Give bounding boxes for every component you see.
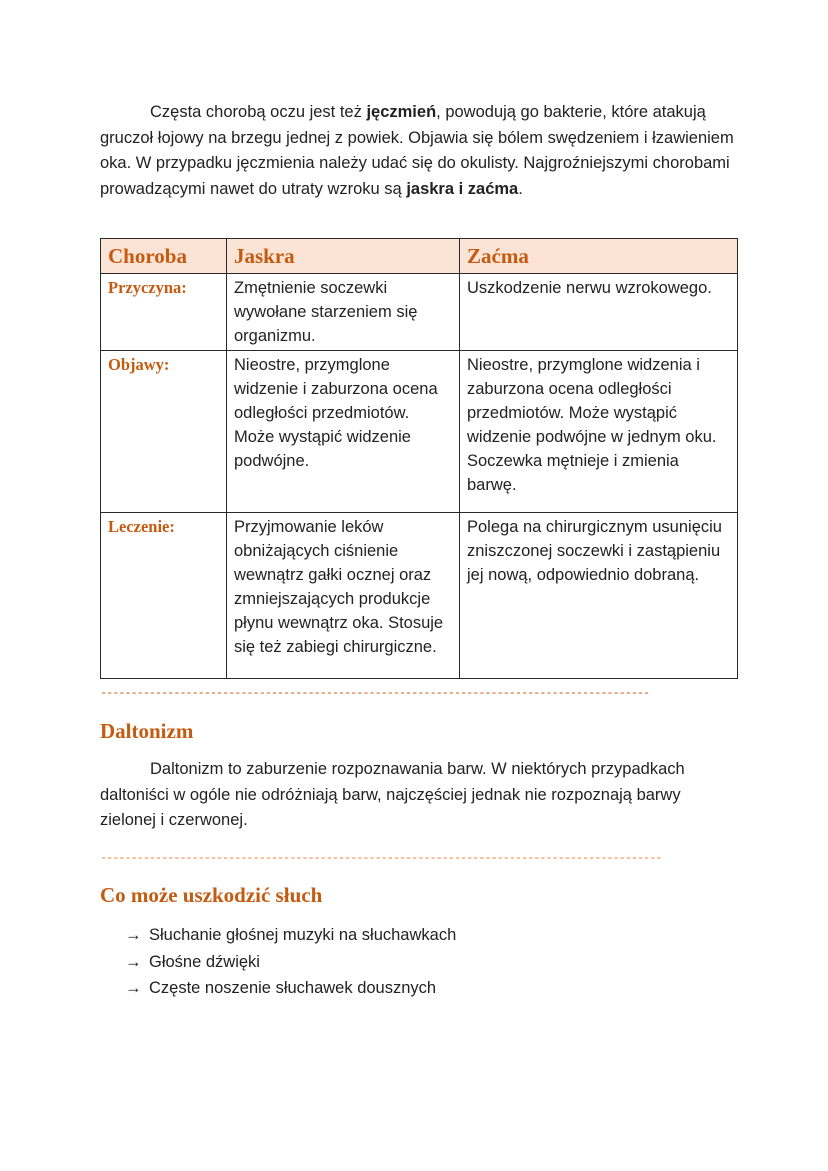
cell-objawy-zacma: Nieostre, przymglone widzenia i zaburzona ocena odległości przedmiotów. Może wystąpić widzenie podwójne w jednym oku. Soczewka mętnieje i zmienia barwę. — [460, 351, 738, 513]
row-label-objawy: Objawy: — [101, 351, 227, 513]
intro-text-1: Częsta chorobą oczu jest też — [150, 103, 367, 121]
header-jaskra: Jaskra — [227, 239, 460, 274]
header-zacma: Zaćma — [460, 239, 738, 274]
arrow-right-icon: → — [125, 979, 142, 997]
cell-objawy-jaskra: Nieostre, przymglone widzenie i zaburzona ocena odległości przedmiotów. Może wystąpić widzenie podwójne. — [227, 351, 460, 513]
list-item-text: Głośne dźwięki — [149, 952, 260, 971]
list-item-text: Słuchanie głośnej muzyki na słuchawkach — [149, 926, 457, 944]
header-choroba: Choroba — [101, 239, 227, 274]
daltonizm-paragraph: Daltonizm to zaburzenie rozpoznawania barw. W niektórych przypadkach daltoniści w ogóle nie odróżniają barw, najczęściej jednak nie rozpoznają barwy zielonej i czerwonej. — [100, 760, 685, 830]
list-item — [125, 922, 456, 949]
intro-text-2: , powodują go bakterie, które atakują gruczoł łojowy na brzegu jednej z powiek. Objawia się bólem swędzeniem i łzawieniem oka. W przypadku jęczmienia należy udać się do okulisty. Najgroźniejszymi chorobami prowadzącymi nawet do utraty wzroku są — [100, 103, 734, 198]
intro-text-3: . — [518, 179, 523, 198]
cell-leczenie-jaskra: Przyjmowanie leków obniżających ciśnienie wewnątrz gałki ocznej oraz zmniejszających produkcje płynu wewnątrz oka. Stosuje się też zabiegi chirurgiczne. — [227, 513, 460, 679]
row-label-leczenie: Leczenie: — [101, 513, 227, 679]
list-item-text: Częste noszenie słuchawek dousznych — [149, 979, 437, 997]
separator-line-1: ------------------------------------------------------------------------------------------ — [100, 686, 650, 700]
intro-paragraph — [100, 100, 740, 202]
arrow-right-icon: → — [125, 952, 142, 971]
row-label-przyczyna: Przyczyna: — [101, 274, 227, 351]
hearing-risk-list — [125, 922, 456, 1002]
table-header-row — [101, 239, 738, 274]
heading-hearing: Co może uszkodzić słuch — [100, 883, 323, 907]
heading-daltonizm: Daltonizm — [100, 719, 194, 743]
cell-przyczyna-jaskra: Zmętnienie soczewki wywołane starzeniem się organizmu. — [227, 274, 460, 351]
arrow-right-icon: → — [125, 926, 142, 944]
list-item — [125, 949, 456, 976]
intro-bold-jeczmien: jęczmień — [366, 103, 437, 121]
separator-line-2: -------------------------------------------------------------------------------------------- — [100, 851, 662, 865]
cell-leczenie-zacma: Polega na chirurgicznym usunięciu zniszczonej soczewki i zastąpieniu jej nową, odpowiednio dobraną. — [460, 513, 738, 679]
cell-przyczyna-zacma: Uszkodzenie nerwu wzrokowego. — [460, 274, 738, 351]
disease-comparison-table — [100, 238, 738, 679]
list-item — [125, 975, 456, 1002]
table-row-leczenie — [101, 513, 738, 679]
table-row-przyczyna — [101, 274, 738, 351]
table-row-objawy — [101, 351, 738, 513]
intro-bold-jaskra-zacma: jaskra i zaćma — [406, 179, 519, 198]
